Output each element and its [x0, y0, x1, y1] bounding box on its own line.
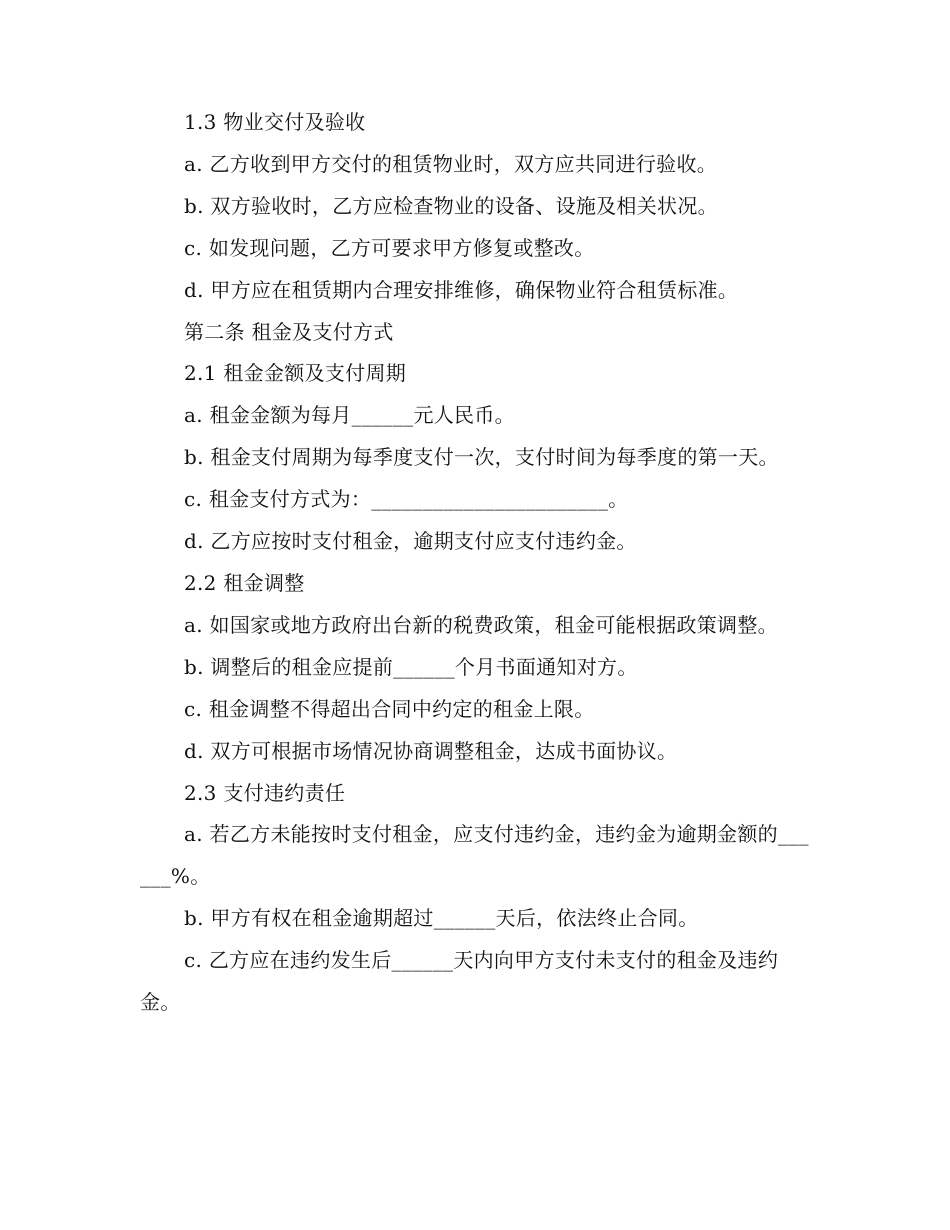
section-heading-2-2: 2.2 租金调整: [184, 570, 305, 595]
clause-2-2-d: d. 双方可根据市场情况协商调整租金，达成书面协议。: [184, 738, 678, 763]
clause-2-1-b: b. 租金支付周期为每季度支付一次，支付时间为每季度的第一天。: [184, 445, 779, 470]
article-heading-2: 第二条 租金及支付方式: [184, 319, 394, 344]
clause-2-3-b: b. 甲方有权在租金逾期超过______天后，依法终止合同。: [184, 906, 699, 931]
document-body: [140, 102, 810, 1024]
clause-1-3-a: a. 乙方收到甲方交付的租赁物业时，双方应共同进行验收。: [184, 151, 718, 176]
clause-1-3-d: d. 甲方应在租赁期内合理安排维修，确保物业符合租赁标准。: [184, 277, 739, 302]
clause-2-2-c: c. 租金调整不得超出合同中约定的租金上限。: [184, 696, 595, 721]
clause-2-2-b: b. 调整后的租金应提前______个月书面通知对方。: [184, 654, 638, 679]
clause-2-3-c: c. 乙方应在违约发生后______天内向甲方支付未支付的租金及违约金。: [140, 948, 779, 1015]
clause-2-1-a: a. 租金金额为每月______元人民币。: [184, 403, 515, 428]
section-heading-1-3: 1.3 物业交付及验收: [184, 110, 366, 134]
clause-2-1-d: d. 乙方应按时支付租金，逾期支付应支付违约金。: [184, 529, 637, 554]
clause-1-3-c: c. 如发现问题，乙方可要求甲方修复或整改。: [184, 235, 595, 260]
clause-2-2-a: a. 如国家或地方政府出台新的税费政策，租金可能根据政策调整。: [184, 612, 778, 637]
clause-2-3-a: a. 若乙方未能按时支付租金，应支付违约金，违约金为逾期金额的______%。: [140, 822, 809, 889]
section-heading-2-1: 2.1 租金金额及支付周期: [184, 361, 407, 386]
clause-1-3-b: b. 双方验收时，乙方应检查物业的设备、设施及相关状况。: [184, 193, 718, 218]
section-heading-2-3: 2.3 支付违约责任: [184, 780, 346, 805]
clause-2-1-c: c. 租金支付方式为：_______________________。: [184, 487, 629, 512]
